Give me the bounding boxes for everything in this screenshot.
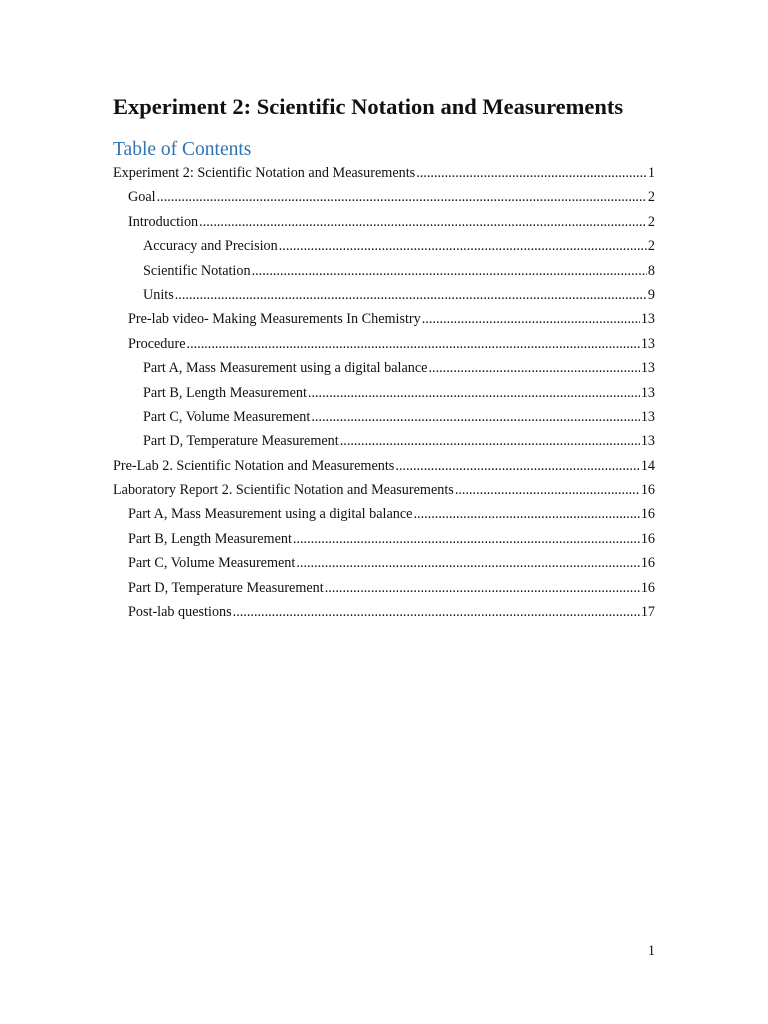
toc-dot-leader <box>311 405 639 429</box>
toc-entry[interactable] <box>113 259 655 283</box>
toc-entry-title[interactable]: Part B, Length Measurement <box>128 530 292 547</box>
toc-entry[interactable] <box>113 161 655 185</box>
toc-entry[interactable] <box>113 356 655 380</box>
toc-entry[interactable] <box>113 234 655 258</box>
toc-entry-page-number[interactable]: 13 <box>640 360 655 377</box>
toc-entry[interactable] <box>113 600 655 624</box>
toc-entry-title[interactable]: Accuracy and Precision <box>143 238 278 255</box>
toc-dot-leader <box>308 381 640 405</box>
toc-dot-leader <box>187 332 640 356</box>
toc-dot-leader <box>296 551 639 575</box>
toc-heading: Table of Contents <box>113 139 252 160</box>
toc-entry[interactable] <box>113 332 655 356</box>
toc-dot-leader <box>279 234 647 258</box>
toc-entry-page-number[interactable]: 13 <box>640 335 655 352</box>
toc-entry-title[interactable]: Part B, Length Measurement <box>143 384 307 401</box>
toc-entry-page-number[interactable]: 13 <box>640 408 655 425</box>
toc-entry-page-number[interactable]: 14 <box>640 457 655 474</box>
page-title: Experiment 2: Scientific Notation and Measurements <box>113 94 624 119</box>
toc-entry-title[interactable]: Scientific Notation <box>143 262 251 279</box>
toc-dot-leader <box>157 185 647 209</box>
toc-entry-page-number[interactable]: 17 <box>640 604 655 621</box>
toc-entry[interactable] <box>113 527 655 551</box>
toc-entry-page-number[interactable]: 1 <box>647 165 655 181</box>
toc-entry[interactable] <box>113 429 655 453</box>
toc-entry-page-number[interactable]: 16 <box>640 506 655 523</box>
toc-entry-page-number[interactable]: 13 <box>640 311 655 328</box>
toc-dot-leader <box>199 210 647 234</box>
toc-entry-page-number[interactable]: 16 <box>640 530 655 547</box>
toc-dot-leader <box>293 527 640 551</box>
toc-entry-page-number[interactable]: 2 <box>647 213 655 230</box>
toc-entry[interactable] <box>113 307 655 331</box>
toc-entry[interactable] <box>113 405 655 429</box>
toc-dot-leader <box>416 161 647 185</box>
toc-entry-title[interactable]: Part D, Temperature Measurement <box>128 579 324 596</box>
toc-entry-page-number[interactable]: 13 <box>640 433 655 450</box>
toc-entry-title[interactable]: Goal <box>128 189 156 206</box>
toc-dot-leader <box>325 576 640 600</box>
toc-entry-page-number[interactable]: 9 <box>647 286 655 303</box>
toc-entry-title[interactable]: Units <box>143 286 174 303</box>
toc-entry-title[interactable]: Post-lab questions <box>128 604 232 621</box>
toc-entry-page-number[interactable]: 16 <box>640 555 655 572</box>
toc-entry[interactable] <box>113 576 655 600</box>
toc-dot-leader <box>233 600 640 624</box>
toc-entry[interactable] <box>113 502 655 526</box>
toc-dot-leader <box>428 356 639 380</box>
toc-entry-title[interactable]: Introduction <box>128 213 199 230</box>
toc-entry-title[interactable]: Part C, Volume Measurement <box>143 408 311 425</box>
toc-entry-title[interactable]: Laboratory Report 2. Scientific Notation and Measurements <box>113 482 454 499</box>
toc-entry-title[interactable]: Part D, Temperature Measurement <box>143 433 339 450</box>
toc-entry-title[interactable]: Experiment 2: Scientific Notation and Measurements <box>113 165 416 181</box>
toc-entry-page-number[interactable]: 13 <box>640 384 655 401</box>
toc-dot-leader <box>252 259 647 283</box>
toc-entry-page-number[interactable]: 2 <box>647 189 655 206</box>
toc-dot-leader <box>395 454 640 478</box>
table-of-contents <box>113 161 655 624</box>
toc-entry[interactable] <box>113 551 655 575</box>
toc-entry[interactable] <box>113 210 655 234</box>
toc-dot-leader <box>422 307 640 331</box>
toc-dot-leader <box>455 478 640 502</box>
toc-entry-title[interactable]: Pre-Lab 2. Scientific Notation and Measurements <box>113 457 395 474</box>
toc-entry-title[interactable]: Procedure <box>128 335 186 352</box>
toc-dot-leader <box>175 283 647 307</box>
toc-entry-title[interactable]: Pre-lab video- Making Measurements In Chemistry <box>128 311 421 328</box>
toc-entry-title[interactable]: Part C, Volume Measurement <box>128 555 296 572</box>
toc-entry[interactable] <box>113 381 655 405</box>
toc-entry[interactable] <box>113 283 655 307</box>
toc-entry[interactable] <box>113 185 655 209</box>
toc-entry[interactable] <box>113 454 655 478</box>
toc-entry-title[interactable]: Part A, Mass Measurement using a digital balance <box>128 506 413 523</box>
toc-entry-page-number[interactable]: 16 <box>640 579 655 596</box>
toc-entry-page-number[interactable]: 16 <box>640 482 655 499</box>
toc-entry-page-number[interactable]: 8 <box>647 262 655 279</box>
toc-dot-leader <box>413 502 639 526</box>
toc-dot-leader <box>340 429 640 453</box>
toc-entry-page-number[interactable]: 2 <box>647 238 655 255</box>
toc-entry-title[interactable]: Part A, Mass Measurement using a digital balance <box>143 360 428 377</box>
page-footer-number: 1 <box>647 943 655 959</box>
toc-entry[interactable] <box>113 478 655 502</box>
